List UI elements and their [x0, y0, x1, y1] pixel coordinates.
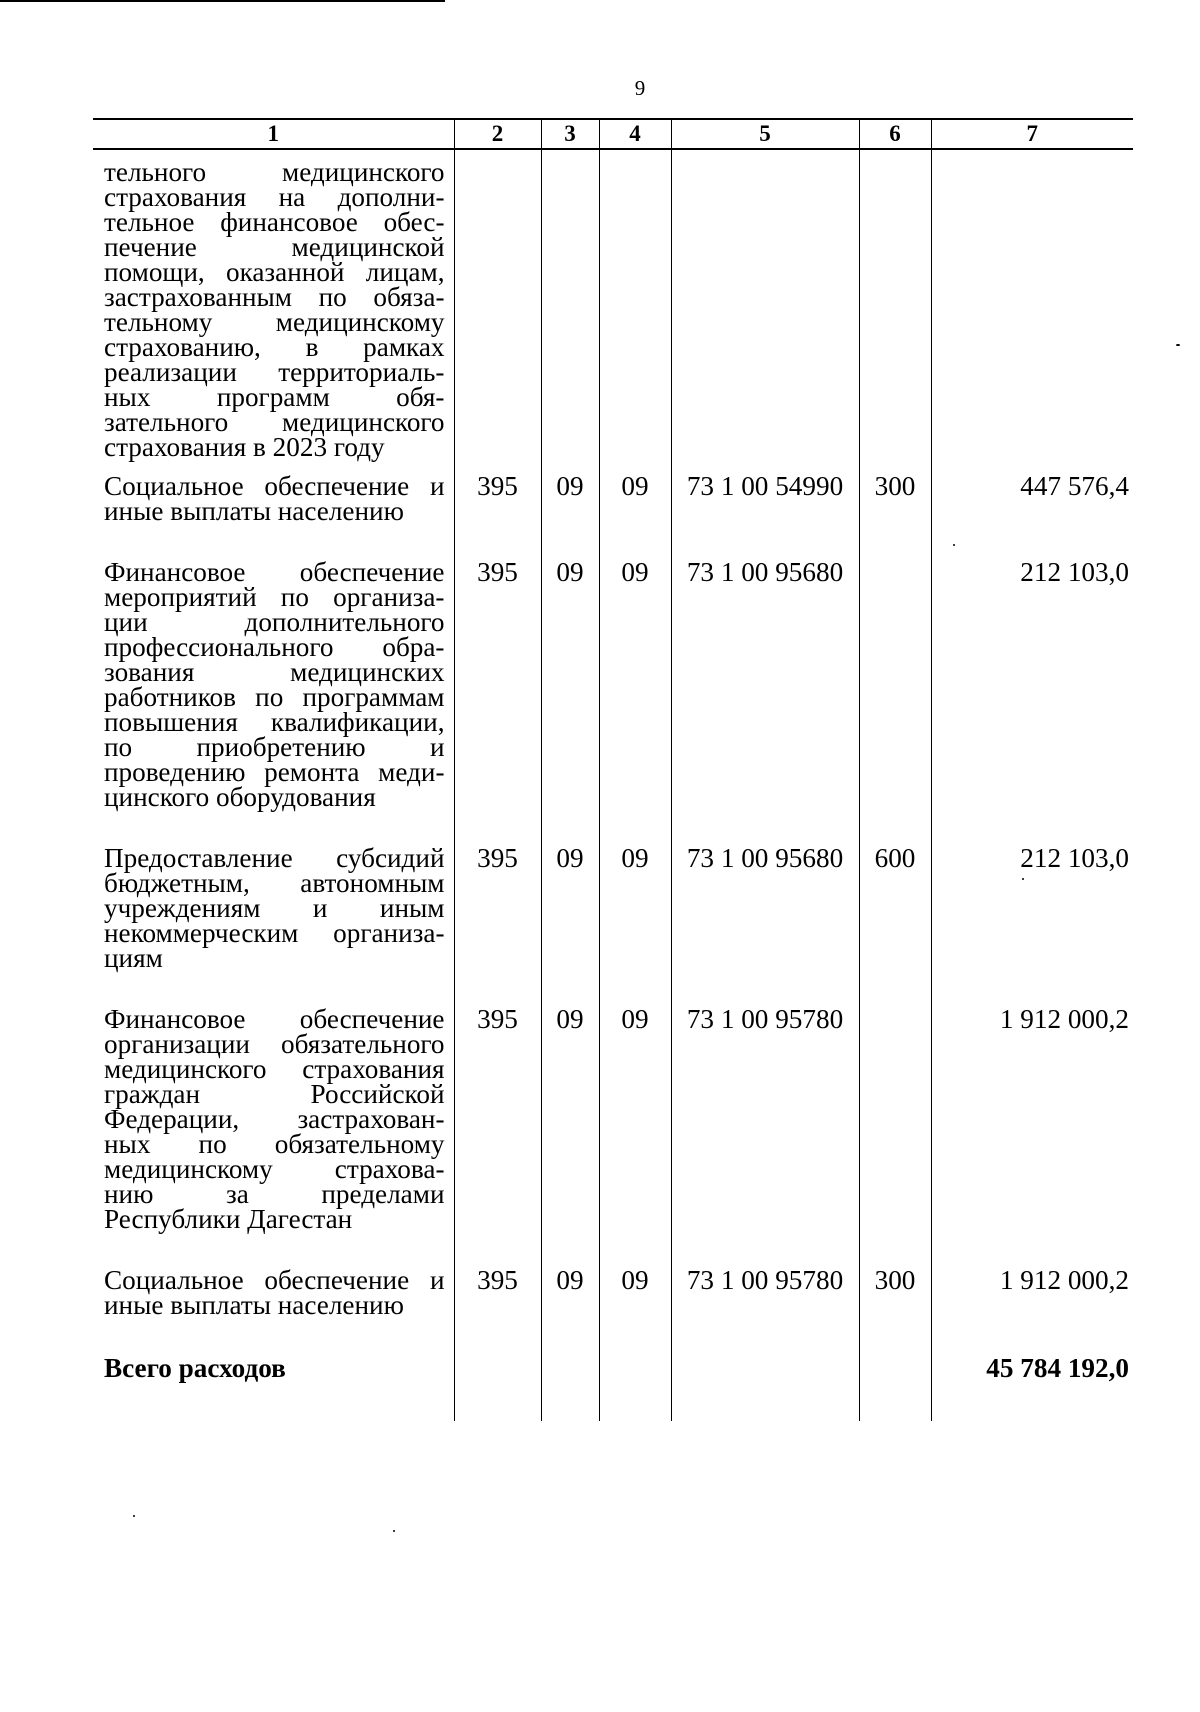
description-line: печение медицинской: [104, 232, 445, 262]
scan-speck: [393, 1530, 395, 1532]
cell-section-code: 09: [541, 1254, 599, 1340]
description-line: учреждениям и иным: [104, 893, 445, 923]
cell-section-code: 09: [541, 460, 599, 546]
row-description: [93, 1254, 454, 1340]
row-description: [93, 832, 454, 993]
description-line: работников по программам: [104, 682, 445, 712]
row-description: [93, 546, 454, 832]
cell-amount: 1 912 000,2: [931, 993, 1133, 1254]
description-line: мероприятий по организа-: [104, 582, 445, 612]
cell-chapter-code: 395: [454, 546, 541, 832]
description-line: реализации территориаль-: [104, 357, 445, 387]
description-line: ных по обязательному: [104, 1129, 445, 1159]
description-line: нию за пределами: [104, 1179, 445, 1209]
table-row: [93, 1254, 1133, 1340]
total-row: [93, 1340, 1133, 1421]
description-line: застрахованным по обяза-: [104, 282, 445, 312]
total-label: Всего расходов: [104, 1353, 286, 1383]
cell-expense-type-code: 300: [859, 1254, 931, 1340]
cell-target-article-code: 73 1 00 54990: [671, 460, 859, 546]
total-col-4: [599, 1340, 671, 1421]
description-line: организации обязательного: [104, 1029, 445, 1059]
cell-section-code: [541, 149, 599, 460]
scan-speck: [1022, 878, 1024, 880]
description-line: зательного медицинского: [104, 407, 445, 437]
total-col-2: [454, 1340, 541, 1421]
description-line: бюджетным, автономным: [104, 868, 445, 898]
table-body: [93, 149, 1133, 1421]
cell-amount: [931, 149, 1133, 460]
description-line: тельного медицинского: [104, 157, 445, 187]
total-col-5: [671, 1340, 859, 1421]
description-line: граждан Российской: [104, 1079, 445, 1109]
table-row: [93, 460, 1133, 546]
description-line: тельному медицинскому: [104, 307, 445, 337]
scan-speck: [133, 1515, 135, 1517]
cell-amount: 212 103,0: [931, 832, 1133, 993]
description-line: Федерации, застрахован-: [104, 1104, 445, 1134]
header-col-7: 7: [931, 119, 1133, 149]
header-col-6: 6: [859, 119, 931, 149]
description-line: Финансовое обеспечение: [104, 557, 445, 587]
total-amount: 45 784 192,0: [931, 1340, 1133, 1421]
scan-edge-line: [0, 0, 445, 2]
description-line: страхованию, в рамках: [104, 332, 445, 362]
description-line: ции дополнительного: [104, 607, 445, 637]
description-line: иные выплаты населению: [104, 1290, 404, 1320]
cell-subsection-code: 09: [599, 1254, 671, 1340]
description-line: помощи, оказанной лицам,: [104, 257, 445, 287]
description-line: Предоставление субсидий: [104, 843, 445, 873]
description-line: по приобретению и: [104, 732, 445, 762]
scan-speck: [1176, 344, 1180, 346]
header-col-5: 5: [671, 119, 859, 149]
description-line: повышения квалификации,: [104, 707, 445, 737]
cell-amount: 1 912 000,2: [931, 1254, 1133, 1340]
cell-target-article-code: 73 1 00 95780: [671, 1254, 859, 1340]
cell-subsection-code: 09: [599, 460, 671, 546]
description-line: медицинского страхования: [104, 1054, 445, 1084]
cell-subsection-code: [599, 149, 671, 460]
cell-amount: 212 103,0: [931, 546, 1133, 832]
description-line: циям: [104, 943, 163, 973]
total-col-6: [859, 1340, 931, 1421]
description-line: Социальное обеспечение и: [104, 1265, 445, 1295]
table-row: [93, 149, 1133, 460]
page-number: 9: [634, 76, 646, 100]
scan-speck: [953, 544, 955, 546]
description-line: Финансовое обеспечение: [104, 1004, 445, 1034]
table-row: [93, 993, 1133, 1254]
description-line: Республики Дагестан: [104, 1204, 353, 1234]
cell-expense-type-code: 300: [859, 460, 931, 546]
cell-chapter-code: 395: [454, 1254, 541, 1340]
header-col-1: 1: [93, 119, 454, 149]
cell-section-code: 09: [541, 993, 599, 1254]
cell-expense-type-code: 600: [859, 832, 931, 993]
cell-chapter-code: 395: [454, 993, 541, 1254]
row-description: [93, 460, 454, 546]
description-line: медицинскому страхова-: [104, 1154, 445, 1184]
table-row: [93, 546, 1133, 832]
budget-table-container: [93, 118, 1133, 1421]
cell-expense-type-code: [859, 546, 931, 832]
header-col-3: 3: [541, 119, 599, 149]
cell-target-article-code: [671, 149, 859, 460]
cell-section-code: 09: [541, 832, 599, 993]
cell-expense-type-code: [859, 993, 931, 1254]
description-line: страхования на дополни-: [104, 182, 445, 212]
table-row: [93, 832, 1133, 993]
row-description: [93, 993, 454, 1254]
budget-table: [93, 118, 1133, 1421]
header-col-4: 4: [599, 119, 671, 149]
cell-expense-type-code: [859, 149, 931, 460]
cell-section-code: 09: [541, 546, 599, 832]
cell-subsection-code: 09: [599, 832, 671, 993]
description-line: профессионального обра-: [104, 632, 445, 662]
cell-amount: 447 576,4: [931, 460, 1133, 546]
cell-subsection-code: 09: [599, 993, 671, 1254]
cell-subsection-code: 09: [599, 546, 671, 832]
description-line: страхования в 2023 году: [104, 432, 385, 462]
cell-target-article-code: 73 1 00 95680: [671, 546, 859, 832]
header-col-2: 2: [454, 119, 541, 149]
description-line: Социальное обеспечение и: [104, 471, 445, 501]
description-line: некоммерческим организа-: [104, 918, 445, 948]
description-line: иные выплаты населению: [104, 496, 404, 526]
description-line: проведению ремонта меди-: [104, 757, 445, 787]
description-line: зования медицинских: [104, 657, 445, 687]
cell-chapter-code: 395: [454, 460, 541, 546]
cell-target-article-code: 73 1 00 95780: [671, 993, 859, 1254]
cell-target-article-code: 73 1 00 95680: [671, 832, 859, 993]
description-line: тельное финансовое обес-: [104, 207, 445, 237]
description-line: ных программ обя-: [104, 382, 445, 412]
description-line: цинского оборудования: [104, 782, 376, 812]
cell-chapter-code: [454, 149, 541, 460]
total-col-3: [541, 1340, 599, 1421]
row-description: [93, 149, 454, 460]
cell-chapter-code: 395: [454, 832, 541, 993]
header-row: [93, 119, 1133, 149]
